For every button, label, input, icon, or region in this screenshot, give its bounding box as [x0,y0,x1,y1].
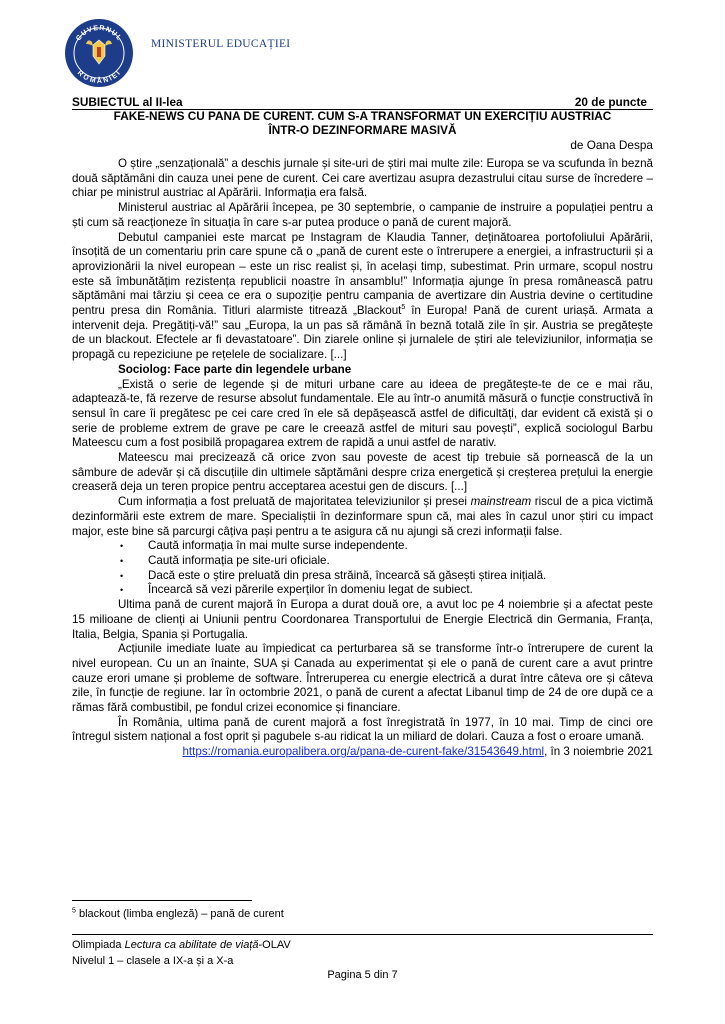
footnote-text: blackout (limba engleză) – pană de curent [75,908,284,920]
tips-list [72,539,653,598]
footnote-divider [72,900,252,901]
article-author: de Oana Despa [570,138,653,152]
paragraph-3 [72,231,653,363]
bullet-icon: • [120,570,124,581]
list-item [72,583,653,598]
title-line-2: ÎNTR-O DEZINFORMARE MASIVĂ [268,123,457,137]
footnote [72,908,284,920]
footer-olympiad-suffix: -OLAV [258,939,291,951]
bullet-icon: • [120,541,124,552]
paragraph-5: Mateescu mai precizează că orice zvon sau poveste de acest tip trebuie să pornească de la un sâmbure de adevăr și că discuțiile din ultimele săptămâni despre criza energetică și creșterea prețului la energie creaseră deja un teren propice pentru acceptarea acestui gen de discurs. [...] [72,451,653,494]
paragraph-8: Acțiunile imediate luate au împiedicat ca perturbarea să se transforme într-o întrerupere de curent la nivel european. Cu un an înainte, SUA și Canada au experimentat și ele o pană de curent care a avut printre cauze erori umane și probleme de software. Întreruperea cu energie electrică a durat între câteva ore și câteva zile, în funcție de regiune. Iar în octombrie 2021, o pană de curent a afectat Libanul timp de 24 de ore după ce a rămas fără combustibil, pe fondul crizei economice și financiare. [72,642,653,715]
section-heading: Sociolog: Face parte din legendele urbane [118,362,352,376]
subject-points: 20 de puncte [574,95,647,109]
logo-top-text: GUVERNUL [75,24,123,43]
paragraph-4: „Există o serie de legende și de mituri urbane care au ideea de pregătește-te de ce e mai rău, adaptează-te, fă rezerve de resurse absolut fundamentale. Ele au într-o anumită măsură o funcție constructivă în sensul în care îi pregătesc pe cei care cred în ele să depășească astfel de dificultăți, dar evident că există și o serie de probleme extrem de grave pe care le creează astfel de mituri sau povești”, explică sociologul Barbu Mateescu cum a fost posibilă propagarea extrem de rapidă a unui astfel de narativ. [72,377,653,450]
list-item-text: Caută informația pe site-uri oficiale. [148,553,330,567]
list-item-text: Încearcă să vezi părerile experților în domeniu legat de subiect. [148,583,473,597]
paragraph-9: În România, ultima pană de curent majoră a fost înregistrată în 1977, în 10 mai. Timp de cinci ore întregul sistem național a fost oprit și pagubele s-au ridicat la un miliard de dolari. Cauza a fost o eroare umană. [72,715,653,744]
page-number: Pagina 5 din 7 [327,969,398,981]
government-seal-logo [64,18,134,88]
footer-level: Nivelul 1 – clasele a IX-a și a X-a [72,955,234,967]
logo-bottom-text: ROMÂNIEI [75,69,123,86]
footer-olympiad [72,937,291,953]
article-title [72,109,653,137]
subject-header [72,95,653,110]
paragraph-6-italic: mainstream [470,495,532,509]
footer-divider [72,934,653,935]
list-item-text: Caută informația în mai multe surse independente. [148,539,408,553]
paragraph-3-part-b: în Europa! Pană de curent uriașă. Armata a intervenit deja. Pregătiți-vă!” sau „Europa, la un pas să rămână în beznă totală zile în șir. Austria se pregătește de un blackout. Efectele ar fi devastatoare”. Din ziarele online și jurnalele de știri ale televiziunilor, informația se propagă cu repeziciune pe rețelele de socializare. [...] [72,304,653,362]
bullet-icon: • [120,585,124,596]
footer-olympiad-name: Lectura ca abilitate de viață [124,939,259,951]
source-link[interactable]: https://romania.europalibera.org/a/pana-de-curent-fake/31543649.html [182,745,545,759]
footnote-number: 5 [72,907,76,915]
paragraph-7: Ultima pană de curent majoră în Europa a durat două ore, a avut loc pe 4 noiembrie și a afectat peste 15 milioane de clienți ai Uniunii pentru Coordonarea Transportului de Energie Electrică din Germania, Franța, Italia, Belgia, Spania și Portugalia. [72,598,653,641]
footnote-ref: 5 [401,304,406,312]
paragraph-1: O știre „senzațională” a deschis jurnale și site-uri de știri mai multe zile: Europa se va scufunda în beznă două săptămâni din cauza unei pene de curent. Cei care avertizau asupra dezastrului citau surse de încredere – chiar pe ministrul austriac al Apărării. Informația era falsă. [72,157,653,200]
subject-label: SUBIECTUL al II-lea [72,95,183,109]
source-citation [72,745,653,760]
paragraph-6-part-b: riscul de a pica victimă dezinformării este extrem de mare. Specialiștii în dezinformare spun că, mai ales în cazul unor știri cu impact major, este bine să parcurgi câțiva pași pentru a te asigura că nu ajungi să crezi informații false. [72,495,654,538]
footer-olympiad-prefix: Olimpiada [72,939,125,951]
paragraph-6 [72,495,653,539]
list-item [72,539,653,554]
article-body [72,157,653,760]
list-item-text: Dacă este o știre preluată din presa străină, încearcă să găsești știrea inițială. [148,568,547,582]
paragraph-2: Ministerul austriac al Apărării începea, pe 30 septembrie, o campanie de instruire a populației pentru a ști cum să reacționeze în situația în care s-ar putea produce o pană de curent majoră. [72,201,653,229]
source-date: , în 3 noiembrie 2021 [544,745,653,759]
paragraph-6-part-a: Cum informația a fost preluată de majoritatea televiziunilor și presei [118,495,471,509]
list-item [72,554,653,569]
paragraph-3-part-a: Debutul campaniei este marcat pe Instagram de Klaudia Tanner, deținătoarea portofoliului Apărării, însoțită de un comentariu prin care spune că o „pană de curent este o întrerupere a energiei, a infrastructurii și a aprovizionării la nivel european – este un risc realist și, în același timp, subestimat. Prin urmare, scopul nostru este să îmbunătățim rezistența republicii noastre în ansamblu!” Informația ajunge în presa românească patru săptămâni mai târziu și ceea ce era o supoziție pentru campania de avertizare din Austria devine o certitudine pentru presa din România. Titluri alarmiste titrează „Blackout [72,230,653,318]
ministry-name: MINISTERUL EDUCAȚIEI [151,38,291,50]
title-line-1: FAKE-NEWS CU PANA DE CURENT. CUM S-A TRANSFORMAT UN EXERCIȚIU AUSTRIAC [113,109,612,123]
list-item [72,569,653,584]
bullet-icon: • [120,555,124,566]
